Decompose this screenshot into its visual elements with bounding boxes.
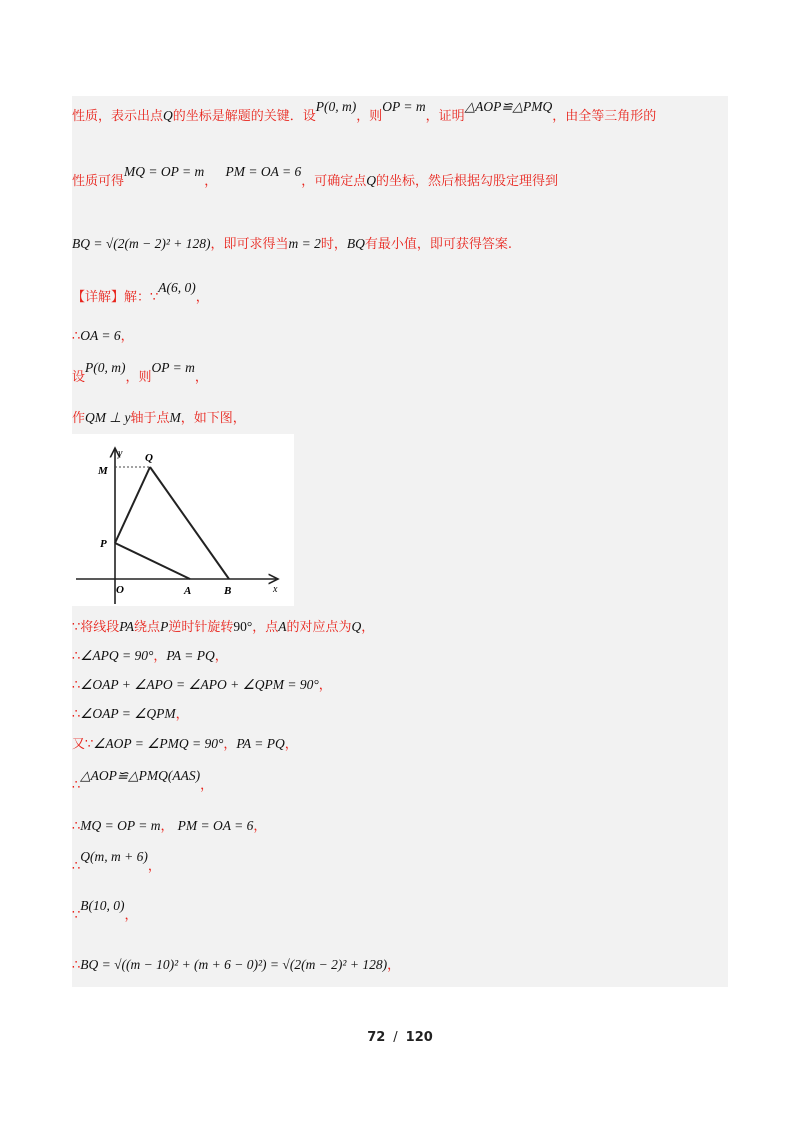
math: PM = OA = 6 xyxy=(177,818,254,833)
math: ∠OAP = ∠QPM xyxy=(80,706,176,721)
text: 作 xyxy=(72,411,86,426)
solution-line-1 xyxy=(72,280,209,307)
page-footer xyxy=(0,1030,800,1045)
text: ， xyxy=(124,908,138,923)
math: m = 2 xyxy=(288,236,321,251)
text: ∵ xyxy=(72,908,81,923)
math: PA xyxy=(119,619,135,634)
math: P(0, m) xyxy=(315,99,357,114)
solution-line-3 xyxy=(72,360,208,387)
text: ， xyxy=(318,678,332,693)
text: ， xyxy=(194,370,208,385)
solution-line-2 xyxy=(72,327,134,346)
text: 的坐标，然后根据勾股定理得到 xyxy=(376,174,559,189)
text: ，证明 xyxy=(425,109,465,124)
text: 解：∵ xyxy=(124,290,159,305)
solution-line-14 xyxy=(72,956,400,975)
page-separator: / xyxy=(393,1030,398,1045)
text: ， xyxy=(195,290,209,305)
label-b: B xyxy=(224,585,232,597)
math: 90° xyxy=(233,619,253,634)
math: PA = PQ xyxy=(166,648,215,663)
label-y: y xyxy=(118,448,123,459)
text: 性质可得 xyxy=(72,174,125,189)
text: ，可确定点 xyxy=(301,174,367,189)
intro-line-1 xyxy=(72,99,657,126)
text: ，如下图， xyxy=(180,411,246,426)
math: BQ = √((m − 10)² + (m + 6 − 0)²) = √(2(m − 2)² + 128) xyxy=(80,957,388,972)
text: ，由全等三角形的 xyxy=(552,109,657,124)
label-o: O xyxy=(116,584,124,596)
math: MQ = OP = m xyxy=(80,818,161,833)
math: OP = m xyxy=(382,99,426,114)
text: ， xyxy=(284,737,298,752)
math: QM ⊥ y xyxy=(85,410,131,425)
text: ， xyxy=(253,819,267,834)
text: ∴ xyxy=(72,707,81,722)
math: ∠AOP = ∠PMQ = 90° xyxy=(93,736,224,751)
intro-line-3 xyxy=(72,235,512,254)
text: ， xyxy=(175,707,189,722)
solution-line-13 xyxy=(72,898,138,925)
text: ， xyxy=(200,778,214,793)
text: ， xyxy=(387,958,401,973)
text: 又∵ xyxy=(72,737,94,752)
label-q: Q xyxy=(145,452,153,464)
solution-line-7 xyxy=(72,676,332,695)
figure-svg xyxy=(72,434,294,606)
text: 性质，表示出点 xyxy=(72,109,164,124)
text: ∵将线段 xyxy=(72,620,120,635)
solution-line-4 xyxy=(72,409,246,428)
page-total: 120 xyxy=(405,1030,433,1045)
label-m: M xyxy=(98,465,108,477)
math: A xyxy=(278,619,287,634)
text: 逆时针旋转 xyxy=(168,620,234,635)
geometry-figure xyxy=(72,434,294,606)
solution-line-8 xyxy=(72,705,189,724)
intro-line-2 xyxy=(72,164,559,191)
detail-label: 【详解】 xyxy=(72,290,125,305)
math: M xyxy=(169,410,181,425)
math: BQ = √(2(m − 2)² + 128) xyxy=(72,236,211,251)
text: ∴ xyxy=(72,859,81,874)
text: ， xyxy=(223,737,237,752)
segment-pq xyxy=(115,467,150,543)
text: ， xyxy=(120,329,134,344)
text: 有最小值，即可获得答案. xyxy=(364,237,513,252)
math: PA = PQ xyxy=(236,736,285,751)
math: Q xyxy=(366,173,376,188)
math: PM = OA = 6 xyxy=(225,164,302,179)
math: ∠OAP + ∠APO = ∠APO + ∠QPM = 90° xyxy=(80,677,319,692)
math: △AOP≌△PMQ(AAS) xyxy=(80,768,201,783)
math: P(0, m) xyxy=(85,360,126,375)
text: ∴ xyxy=(72,958,81,973)
label-p: P xyxy=(100,538,107,550)
math: △AOP≌△PMQ xyxy=(464,99,553,114)
solution-line-10 xyxy=(72,768,214,795)
math: OP = m xyxy=(151,360,195,375)
math: MQ = OP = m xyxy=(124,164,205,179)
text: ， xyxy=(214,649,228,664)
text: ，即可求得当 xyxy=(210,237,289,252)
label-a: A xyxy=(184,585,192,597)
page-number: 72 xyxy=(367,1030,386,1045)
math: P xyxy=(160,619,169,634)
math: BQ xyxy=(346,236,365,251)
math: Q xyxy=(351,619,362,634)
text: 的对应点为 xyxy=(286,620,352,635)
text: 轴于点 xyxy=(130,411,170,426)
solution-line-11 xyxy=(72,817,266,836)
text: 的坐标是解题的关键．设 xyxy=(172,109,316,124)
text: 时， xyxy=(320,237,347,252)
text: ∴ xyxy=(72,778,81,793)
solution-line-5 xyxy=(72,618,374,637)
solution-line-9 xyxy=(72,735,298,754)
segment-qb xyxy=(150,467,229,579)
text: ∴ xyxy=(72,329,81,344)
math: A(6, 0) xyxy=(158,280,196,295)
math: OA = 6 xyxy=(80,328,121,343)
text: ，则 xyxy=(356,109,383,124)
math: Q(m, m + 6) xyxy=(80,849,148,864)
label-x: x xyxy=(273,584,278,595)
text: 设 xyxy=(72,370,86,385)
text: ， xyxy=(204,174,218,189)
text: ， xyxy=(361,620,375,635)
math: ∠APQ = 90° xyxy=(80,648,154,663)
text: ∴ xyxy=(72,819,81,834)
text: ∴ xyxy=(72,678,81,693)
math: Q xyxy=(163,108,173,123)
text: ， xyxy=(153,649,167,664)
text: ∴ xyxy=(72,649,81,664)
text: ， xyxy=(147,859,161,874)
text: ，则 xyxy=(125,370,152,385)
text: ， xyxy=(160,819,174,834)
math: B(10, 0) xyxy=(80,898,125,913)
segment-pa xyxy=(115,543,190,579)
text: ，点 xyxy=(252,620,279,635)
solution-line-12 xyxy=(72,849,161,876)
solution-line-6 xyxy=(72,647,228,666)
text: 绕点 xyxy=(134,620,161,635)
